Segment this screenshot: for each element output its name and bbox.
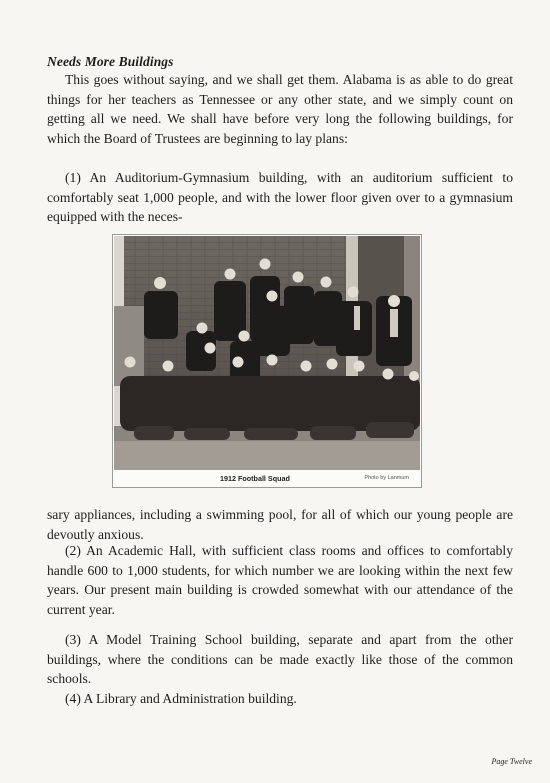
paragraph-item-2-text: (2) An Academic Hall, with sufficient class rooms and offices to comfortably handle 600 to 1,000 students, for which number we are looking within the next few years. Our present main building is crowded somewhat with our attendance of the current year. [47, 543, 513, 617]
photo-caption [113, 472, 421, 486]
paragraph-item-3 [47, 630, 513, 689]
paragraph-item-2 [47, 541, 513, 619]
team-photo-figure [112, 234, 422, 488]
paragraph-item-4 [47, 689, 513, 709]
paragraph-intro-text: This goes without saying, and we shall get them. Alabama is as able to do great things for her teachers as Tennessee or any other state, and we simply count on getting all we need. We shall have before very long the following buildings, for which the Board of Trustees are beginning to lay plans: [47, 72, 513, 146]
page-number: Page Twelve [491, 757, 532, 766]
photo-credit: Photo by Lanmum [364, 475, 409, 481]
paragraph-intro [47, 70, 513, 148]
paragraph-item-1 [47, 168, 513, 227]
paragraph-item-4-text: (4) A Library and Administration building. [65, 691, 297, 706]
paragraph-item-3-text: (3) A Model Training School building, separate and apart from the other buildings, where the conditions can be made exactly like those of the common schools. [47, 632, 513, 687]
paragraph-item-1-text: (1) An Auditorium-Gymnasium building, with an auditorium sufficient to comfortably seat 1,000 people, and with the lower floor given over to a gymnasium equipped with the neces- [47, 170, 513, 225]
section-heading: Needs More Buildings [47, 54, 174, 69]
photo-caption-title: 1912 Football Squad [220, 474, 290, 483]
paragraph-item-1-continued: sary appliances, including a swimming pool, for all of which our young people are devoutly anxious. [47, 507, 513, 542]
football-squad-photo [114, 236, 420, 470]
